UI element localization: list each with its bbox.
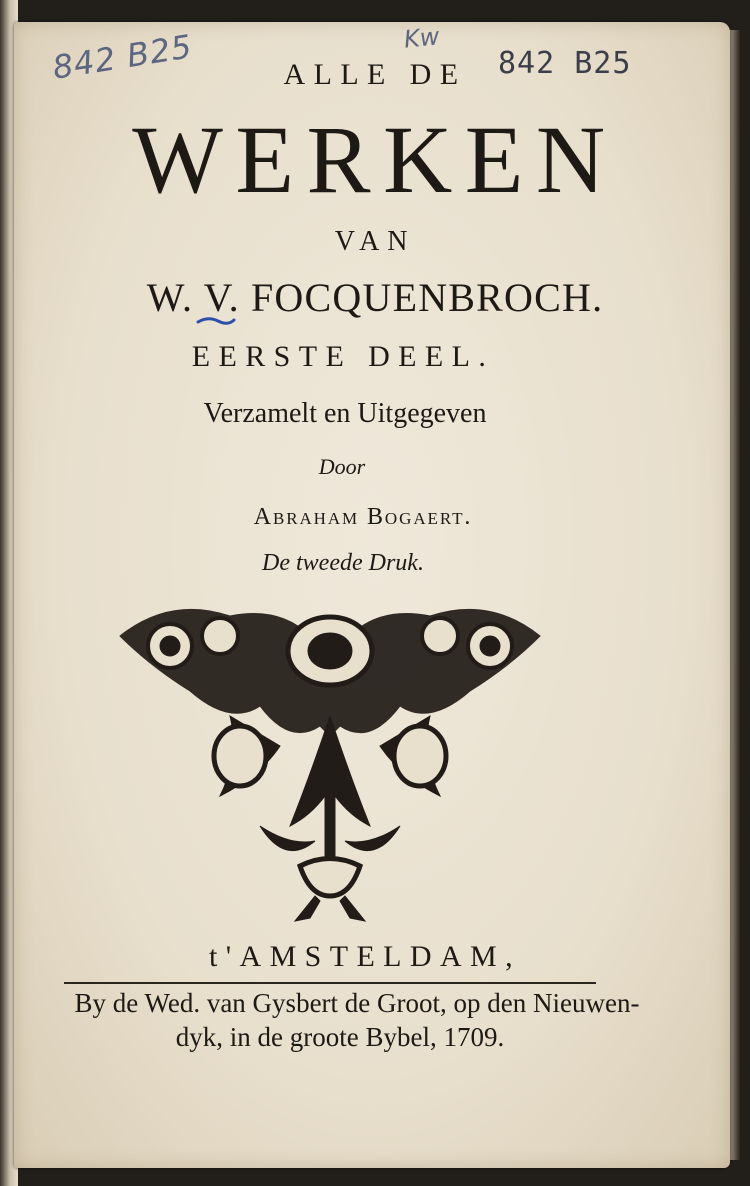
imprint-rule-top	[64, 982, 596, 984]
blue-pen-underline	[196, 314, 236, 328]
stamped-shelfmark: 842 B25	[498, 46, 632, 81]
author-name: W. V. FOCQUENBROCH.	[146, 275, 604, 320]
imprint-line-1: By de Wed. van Gysbert de Groot, op den Nieuwen-	[74, 988, 640, 1018]
imprint-line-2: dyk, in de groote Bybel, 1709.	[175, 1022, 505, 1052]
title-line-alle-de: ALLE DE	[283, 58, 467, 91]
edition-line: De tweede Druk.	[262, 550, 424, 576]
handwritten-shelfmark: 842 B25	[49, 27, 196, 87]
handwritten-initials: Kw	[402, 22, 441, 54]
main-title: WERKEN	[132, 106, 618, 213]
collected-line: Verzamelt en Uitgegeven	[203, 398, 487, 429]
floral-vignette-ornament	[110, 596, 550, 926]
editor-name: Abraham Bogaert.	[253, 504, 473, 530]
place-of-publication: t'AMSTELDAM,	[208, 940, 522, 973]
door-line: Door	[318, 454, 366, 479]
part-label: EERSTE DEEL.	[191, 340, 495, 373]
title-line-van: VAN	[334, 226, 416, 257]
